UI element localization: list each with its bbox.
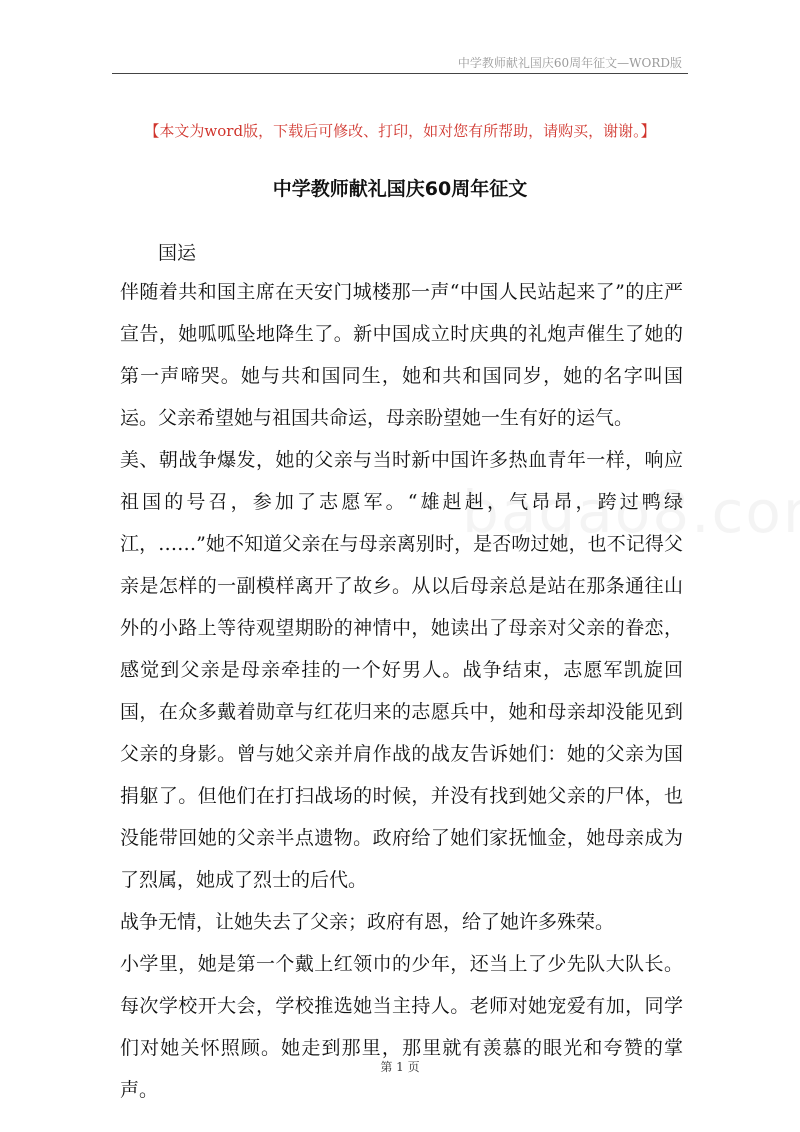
paragraph: 战争无情，让她失去了父亲；政府有恩，给了她许多殊荣。 xyxy=(120,911,615,933)
page-number: 第 1 页 xyxy=(380,1060,420,1074)
paragraph: 美、朝战争爆发，她的父亲与当时新中国许多热血青年一样，响应祖国的号召，参加了志愿军。“雄赳赳，气昂昂，跨过鸭绿江，……”她不知道父亲在与母亲离别时，是否吻过她，也不记得父亲是怎样的一副模样离开了故乡。从以后母亲总是站在那条通往山外的小路上等待观望期盼的神情中，她读出了母亲对父亲的眷恋，感觉到父亲是母亲牵挂的一个好男人。战争结束，志愿军凯旋回国，在众多戴着勋章与红花归来的志愿兵中，她和母亲却没能见到父亲的身影。曾与她父亲并肩作战的战友告诉她们：她的父亲为国捐躯了。但他们在打扫战场的时候，并没有找到她父亲的尸体，也没能带回她的父亲半点遗物。政府给了她们家抚恤金，她母亲成为了烈属，她成了烈士的后代。 xyxy=(120,449,683,891)
running-header: 中学教师献礼国庆60周年征文—WORD版 xyxy=(457,56,682,70)
document-title: 中学教师献礼国庆60周年征文 xyxy=(272,178,528,200)
download-notice: 【本文为word版，下载后可修改、打印，如对您有所帮助，请购买，谢谢。】 xyxy=(144,122,656,140)
header-divider xyxy=(112,73,688,74)
section-heading: 国运 xyxy=(158,242,197,264)
watermark xyxy=(462,478,800,546)
paragraph: 伴随着共和国主席在天安门城楼那一声“中国人民站起来了”的庄严宣告，她呱呱坠地降生了。新中国成立时庆典的礼炮声催生了她的第一声啼哭。她与共和国同生，她和共和国同岁，她的名字叫国运。父亲希望她与祖国共命运，母亲盼望她一生有好的运气。 xyxy=(120,281,683,429)
document-body xyxy=(120,271,683,1111)
paragraph: 小学里，她是第一个戴上红领巾的少年，还当上了少先队大队长。每次学校开大会，学校推选她当主持人。老师对她宠爱有加，同学们对她关怀照顾。她走到那里，那里就有羡慕的眼光和夸赞的掌声。 xyxy=(120,953,683,1101)
